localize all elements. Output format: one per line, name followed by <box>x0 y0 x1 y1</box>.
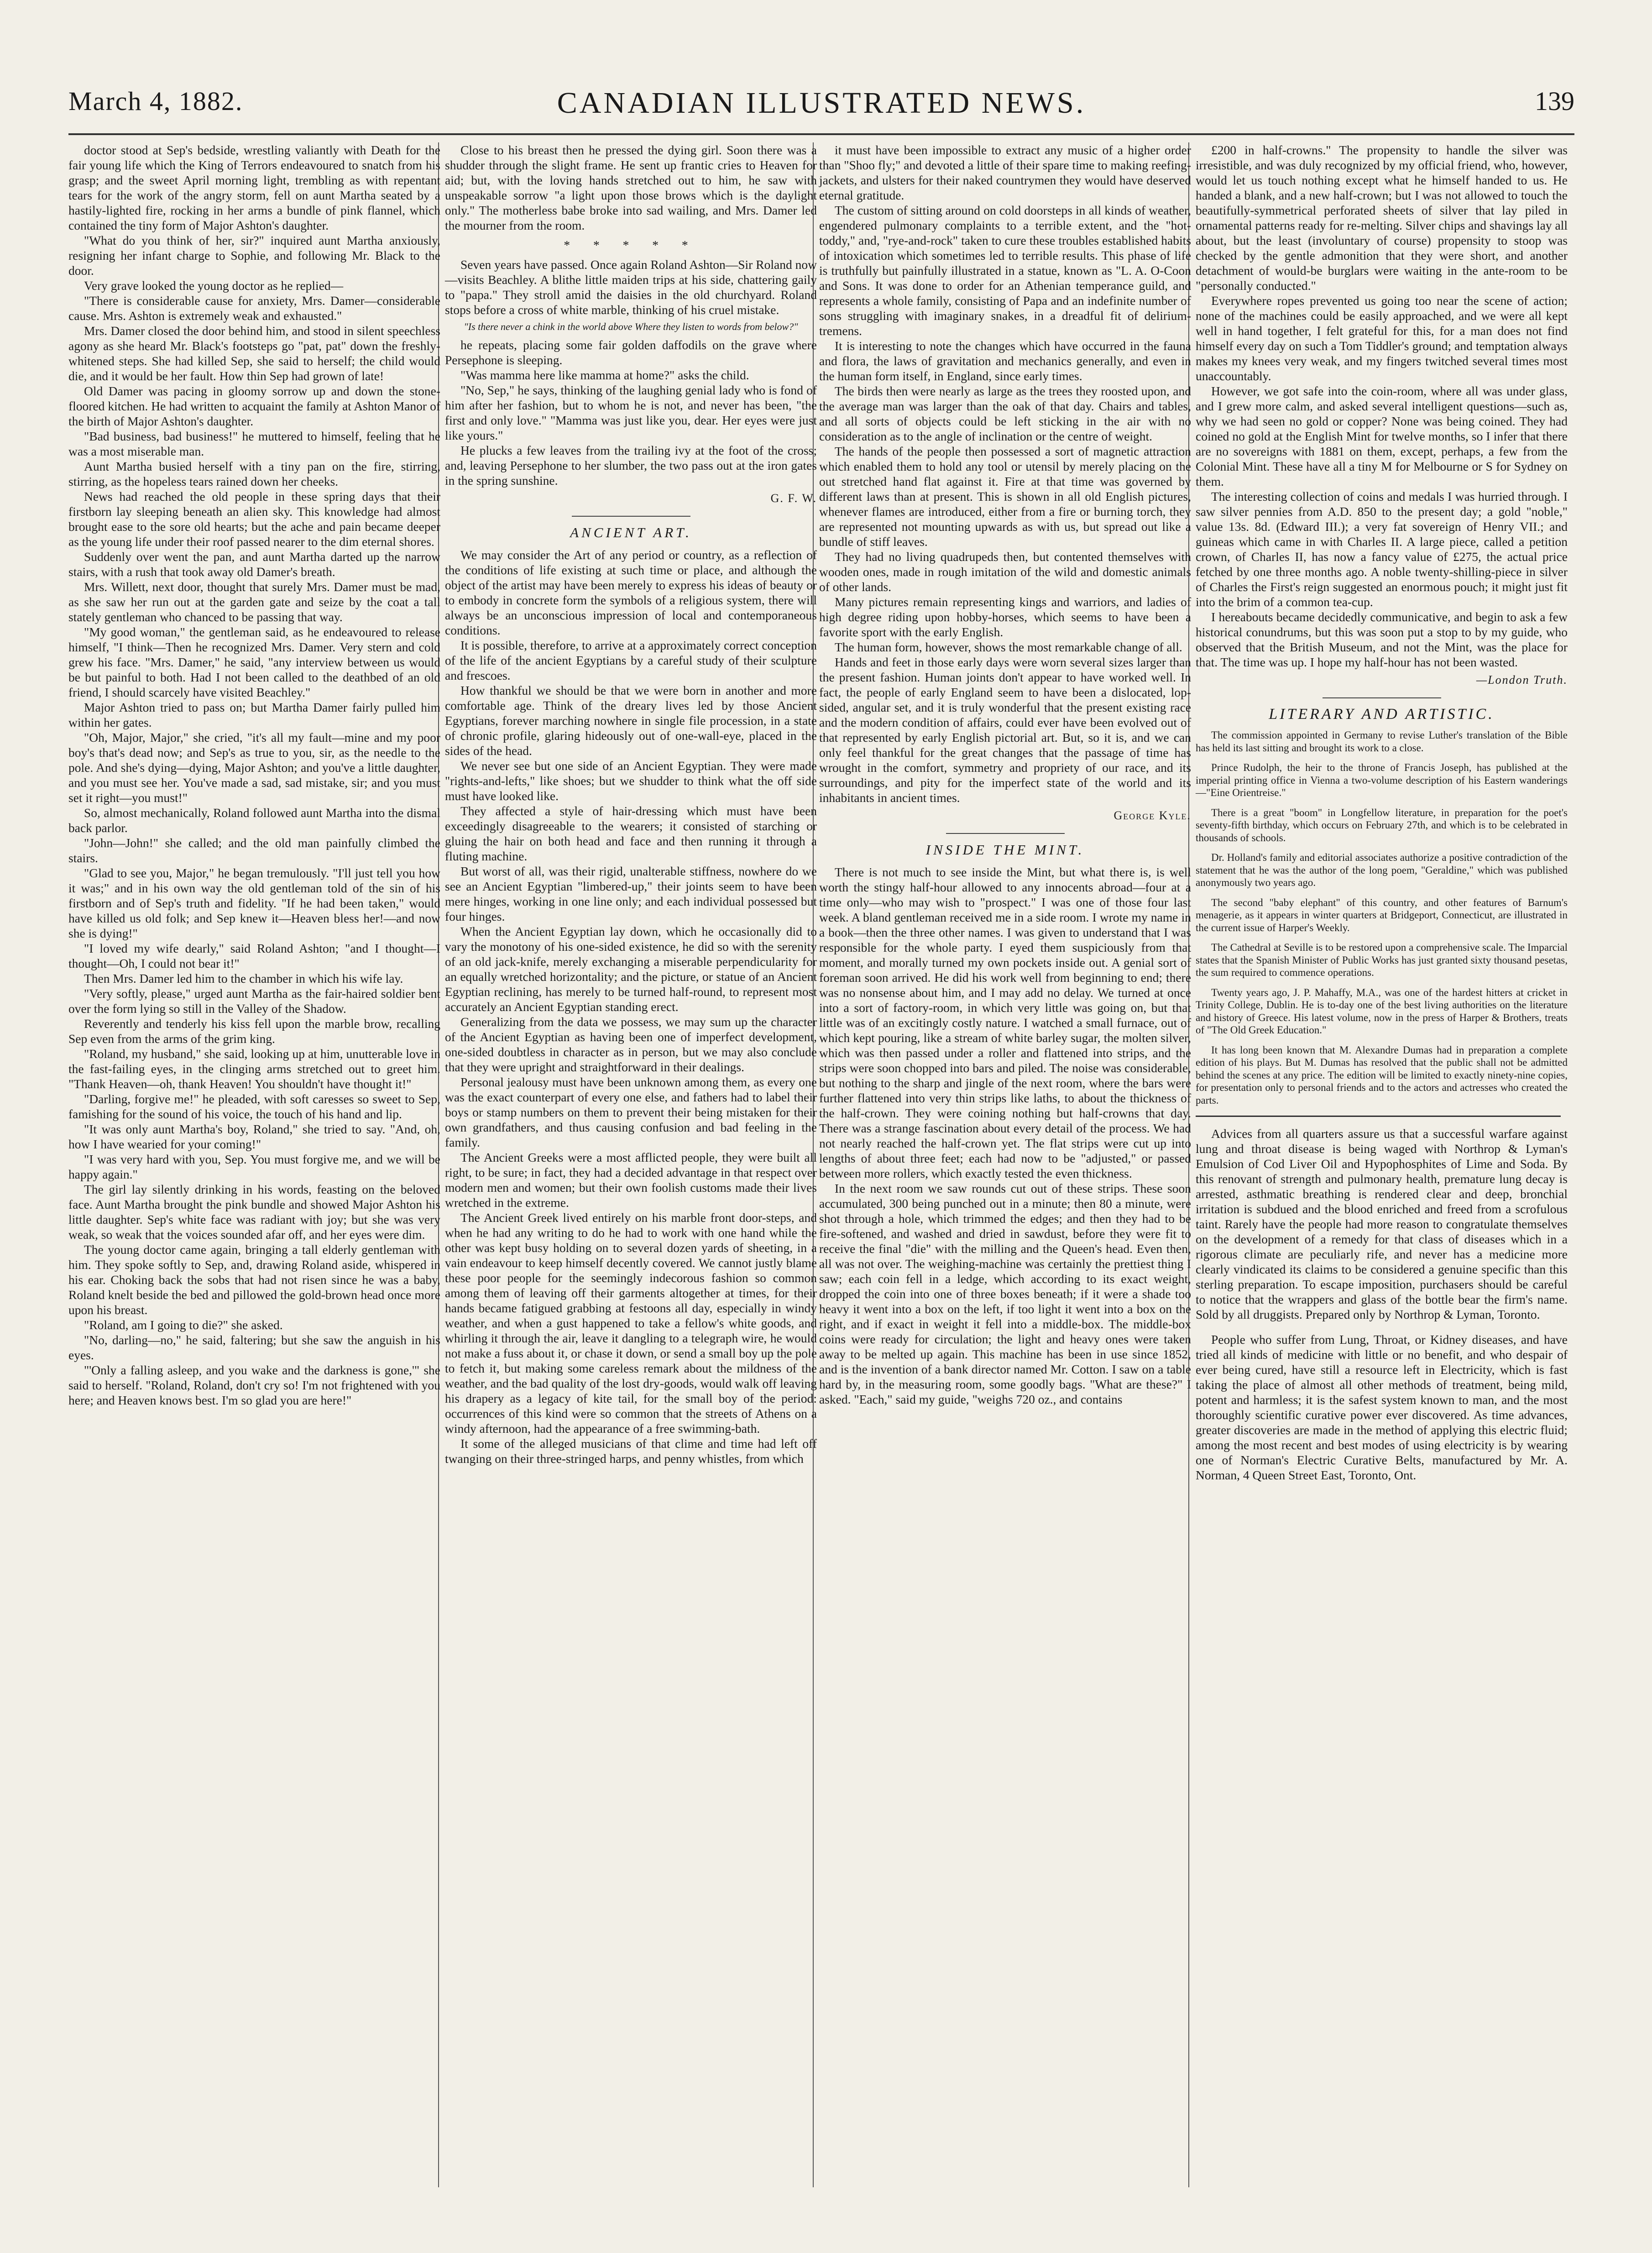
article-paragraph: Generalizing from the data we possess, we may sum up the character of the Ancient Egyptian as having been one of imperfect development, one-sided doubtless in character as in person, but we may also conclude that they were upright and straightforward in their dealings. <box>445 1015 817 1074</box>
story-paragraph: "Oh, Major, Major," she cried, "it's all my fault—mine and my poor boy's that's dead now; and Sep's as true to you, sir, as the needle to the pole. And she's dying—dying, Major Ashton; and you've a little daughter, and you must see her. You've made a sad, sad mistake, sir; and you must set it right—you must!" <box>68 730 440 805</box>
article-heading-mint: INSIDE THE MINT. <box>925 842 1085 858</box>
article-mint-continued <box>1196 142 1568 670</box>
story-conclusion <box>445 142 817 233</box>
literary-note: Twenty years ago, J. P. Mahaffy, M.A., was one of the hardest hitters at cricket in Trinity College, Dublin. He is to-day one of the best living authorities on the literature and history of Greece. His latest volume, now in the press of Harper & Brothers, treats of "The Old Greek Education." <box>1196 986 1568 1036</box>
article-paragraph: The hands of the people then possessed a sort of magnetic attraction which enabled them to hold any tool or utensil by merely placing on the out stretched hand flat against it. Fire at that time was governed by different laws than at present. This is shown in all old English pictures, whenever flames are introduced, either from a fire or burning torch, they are represented not mounting upwards as with us, but spread out like a bundle of stiff leaves. <box>819 444 1191 549</box>
article-paragraph: We may consider the Art of any period or country, as a reflection of the conditions of life existing at such time or place, and although the object of the artist may have been merely to express his ideas of beauty or to embody in concrete form the symbols of a religious system, there will always be an unconscious impression of local and contemporaneous conditions. <box>445 548 817 637</box>
story-paragraph: "Bad business, bad business!" he muttered to himself, feeling that he was a most miserable man. <box>68 429 440 458</box>
story-paragraph: Major Ashton tried to pass on; but Martha Damer fairly pulled him within her gates. <box>68 700 440 729</box>
article-ancient-art-continued <box>819 142 1191 805</box>
story-final <box>445 337 817 488</box>
article-paragraph: The Ancient Greek lived entirely on his marble front door-steps, and when he had any writing to do he had to work with one hand while the other was kept busy holding on to several dozen yards of sheeting, in a vain endeavour to keep himself decently covered. We cannot justly blame these poor people for the seemingly indecorous fashion so common among them of leaving off their garments altogether at times, for their hands became fatigued grabbing at festoons all day, especially in windy weather, and when a gust happened to take a fellow's white goods, and whirling it through the air, leave it dangling to a telegraph wire, he would not make a fuss about it, or chase it down, or send a small boy up the pole to fetch it, but making some careless remark about the mildness of the weather, and the bad quality of the lost dry-goods, would walk off leaving his drapery as a legacy of kite tail, for the small boy of the period: occurrences of this kind were so common that the streets of Athens on a windy afternoon, had the appearance of a free swimming-bath. <box>445 1210 817 1436</box>
article-paragraph: When the Ancient Egyptian lay down, which he occasionally did to vary the monotony of his one-sided existence, he did so with the serenity of an old jack-knife, merely exchanging a miserable perpendicularity for an equally wretched horizontality; and the picture, or statue of an Ancient Egyptian reclining, has merely to be turned half-round, to represent most accurately an Ancient Egyptian standing erect. <box>445 924 817 1014</box>
story-paragraph: Reverently and tenderly his kiss fell upon the marble brow, recalling Sep even from the arms of the grim king. <box>68 1016 440 1046</box>
article-ancient-art <box>445 547 817 1466</box>
article-paragraph: The interesting collection of coins and medals I was hurried through. I saw silver pennies from A.D. 850 to the present day; a gold "noble," value 13s. 8d. (Edward III.); a very fat sovereign of Henry VII.; and guineas which came in with Charles II. A large piece, called a petition crown, of Charles II, has now a fancy value of £275, the actual price fetched by one three months ago. A noble twenty-shilling-piece in silver of Charles the First's reign suggested an enormous pouch; it might just fit into the brim of a common tea-cup. <box>1196 489 1568 609</box>
literary-note: It has long been known that M. Alexandre Dumas had in preparation a complete edition of his plays. But M. Dumas has resolved that the public shall not be admitted behind the scenes at any price. The edition will be limited to exactly ninety-nine copies, for presentation only to personal friends and to the actors and actresses who created the parts. <box>1196 1044 1568 1106</box>
article-paragraph: It is possible, therefore, to arrive at a approximately correct conception of the life of the ancient Egyptians by a careful study of their sculpture and frescoes. <box>445 638 817 682</box>
story-paragraph: "Glad to see you, Major," he began tremulously. "I'll just tell you how it was;" and in his own way the old gentleman told of the sin of his firstborn and of Sep's truth and fidelity. "If he had been taken," would have killed us old folk; and Sep knew it—Heaven bless her!—and now she is dying!" <box>68 866 440 940</box>
article-paragraph: We never see but one side of an Ancient Egyptian. They were made "rights-and-lefts," like shoes; but we shudder to think what the off side must have looked like. <box>445 759 817 803</box>
story-paragraph: The young doctor came again, bringing a tall elderly gentleman with him. They spoke softly to Sep, and, drawing Roland aside, whispered in his ear. Choking back the sobs that had not risen since he was a baby, Roland knelt beside the bed and pillowed the gold-brown head once more upon his breast. <box>68 1242 440 1317</box>
story-paragraph: "Was mamma here like mamma at home?" asks the child. <box>460 368 749 382</box>
poem-quote: "Is there never a chink in the world above Where they listen to words from below?" <box>464 321 798 332</box>
section-break-stars: * * * * * <box>564 238 698 252</box>
article-paragraph: It is interesting to note the changes which have occurred in the fauna and flora, the laws of gravitation and mechanics generally, and even in the human form itself, in England, since early times. <box>819 339 1191 383</box>
column-1 <box>68 142 440 1408</box>
story-paragraph: "My good woman," the gentleman said, as he endeavoured to release himself, "I think—Then he recognized Mrs. Damer. Very stern and cold grew his face. "Mrs. Damer," he said, "any interview between us would be but painful to both. Had I not been called to the deathbed of an old friend, I should scarcely have visited Beachley." <box>68 625 440 699</box>
story-paragraph: "What do you think of her, sir?" inquired aunt Martha anxiously, resigning her infant charge to Sophie, and following Mr. Black to the door. <box>68 233 440 278</box>
article-divider <box>1323 697 1441 698</box>
story-paragraph: "Darling, forgive me!" he pleaded, with soft caresses so sweet to Sep, famishing for the sound of his voice, the touch of his hand and lip. <box>68 1092 440 1121</box>
article-paragraph: They affected a style of hair-dressing which must have been exceedingly disagreeable to the wearers; it consisted of starching or gluing the hair on both head and face and then running it through a fluting machine. <box>445 804 817 863</box>
article-paragraph: They had no living quadrupeds then, but contented themselves with wooden ones, made in rough imitation of the wild and domestic animals of other lands. <box>819 550 1191 594</box>
story-paragraph: Then Mrs. Damer led him to the chamber in which his wife lay. <box>84 971 403 985</box>
literary-note: The Cathedral at Seville is to be restored upon a comprehensive scale. The Imparcial states that the Spanish Minister of Public Works has just granted sixty thousand pesetas, the sum required to commence operations. <box>1196 942 1568 978</box>
article-divider <box>572 516 690 517</box>
article-paragraph: I hereabouts became decidedly communicative, and begin to ask a few historical conundrums, but this was soon put a stop to by my guide, who observed that the British Museum, and not the Mint, was the place for that. The time was up. I hope my half-hour has not been wasted. <box>1196 610 1568 669</box>
article-source: —London Truth. <box>1476 673 1568 686</box>
story-paragraph: Very grave looked the young doctor as he replied— <box>84 278 344 293</box>
story-paragraph: Old Damer was pacing in gloomy sorrow up and down the stone-floored kitchen. He had written to acquaint the family at Ashton Manor of the birth of Major Ashton's daughter. <box>68 384 440 428</box>
story-paragraph: "No, darling—no," he said, faltering; but she saw the anguish in his eyes. <box>68 1333 440 1362</box>
advertisement-paragraph: People who suffer from Lung, Throat, or Kidney diseases, and have tried all kinds of medicine with little or no benefit, and who despair of ever being cured, have still a resource left in Electricity, which is fast taking the place of almost all other methods of treatment, being mild, potent and harmless; it is the safest system known to man, and the most thoroughly scientific curative power ever discovered. As time advances, greater discoveries are made in the method of applying this electric fluid; among the most recent and best modes of using electricity is by wearing one of Norman's Electric Curative Belts, manufactured by Mr. A. Norman, 4 Queen Street East, Toronto, Ont. <box>1196 1332 1568 1482</box>
literary-note: Dr. Holland's family and editorial associates authorize a positive contradiction of the statement that he was the author of the long poem, "Geraldine," which was published anonymously two years ago. <box>1196 852 1568 888</box>
advertisement-paragraph: Advices from all quarters assure us that a successful warfare against lung and throat disease is being waged with Northrop & Lyman's Emulsion of Cod Liver Oil and Hypophosphites of Lime and Soda. By this renovant of strength and pulmonary health, premature lung decay is arrested, asthmatic breathing is rendered clear and deep, bronchial irritation is subdued and the blood enriched and freed from a scrofulous taint. Rarely have the people had more reason to congratulate themselves on the development of a remedy for that class of diseases which in a rigorous climate are peculiarly rife, and never has a medicine more clearly vindicated its claims to be considered a genuine specific than this sterling preparation. To escape imposition, purchasers should be careful to notice that the wrappers and glass of the bottle bear the firm's name. Sold by all druggists. Prepared only by Northrop & Lyman, Toronto. <box>1196 1126 1568 1321</box>
literary-note: The commission appointed in Germany to revise Luther's translation of the Bible has held its last sitting and brought its work to a close. <box>1196 729 1568 754</box>
article-paragraph: How thankful we should be that we were born in another and more comfortable age. Think of the dreary lives led by those Ancient Egyptians, forever marching nowhere in single file procession, in a state of chronic profile, glaring hideously out of one-wall-eye, placed in the sides of the head. <box>445 683 817 758</box>
story-paragraph: He plucks a few leaves from the trailing ivy at the foot of the cross; and, leaving Persephone to her slumber, the two pass out at the iron gates in the spring sunshine. <box>445 443 817 487</box>
literary-note: The second "baby elephant" of this country, and other features of Barnum's menagerie, as it appears in winter quarters at Bridgeport, Connecticut, are illustrated in the current issue of Harper's Weekly. <box>1196 896 1568 933</box>
article-paragraph: The custom of sitting around on cold doorsteps in all kinds of weather, engendered pulmonary complaints to a terrible extent, and the "hot-toddy," and, "rye-and-rock" taken to cure these troubles established habits of intoxication which sometimes led to terrible results. This phase of life is truthfully but painfully illustrated in a statue, known as "L. A. O-Coon and Sons. It was done to order for an Athenian temperance guild, and represents a whole family, consisting of Papa and an indefinite number of sons struggling with imaginary snakes, in a dreadful fit of delirium-tremens. <box>819 203 1191 338</box>
article-heading-ancient-art: ANCIENT ART. <box>570 524 692 540</box>
literary-note: There is a great "boom" in Longfellow literature, in preparation for the poet's seventy-fifth birthday, which occurs on February 27th, and which is to be celebrated in thousands of schools. <box>1196 807 1568 844</box>
story-paragraph: "'Only a falling asleep, and you wake and the darkness is gone,'" she said to herself. "Roland, Roland, don't cry so! I'm not frightened with you here; and Heaven knows best. I'm so glad you are here!" <box>68 1363 440 1407</box>
story-paragraph: "I loved my wife dearly," said Roland Ashton; "and I thought—I thought—Oh, I could not bear it!" <box>68 941 440 970</box>
story-paragraph: "Very softly, please," urged aunt Martha as the fair-haired soldier bent over the form lying so still in the Valley of the Shadow. <box>68 986 440 1016</box>
issue-date: March 4, 1882. <box>68 86 243 116</box>
advertisements <box>1196 1126 1568 1483</box>
story-paragraph: Aunt Martha busied herself with a tiny pan on the fire, stirring, stirring, as the hopeless tears rained down her cheeks. <box>68 459 440 488</box>
masthead <box>68 86 1574 127</box>
article-inside-the-mint <box>819 865 1191 1407</box>
column-4 <box>1196 142 1568 1493</box>
newspaper-title: CANADIAN ILLUSTRATED NEWS. <box>557 86 1086 120</box>
article-divider <box>946 833 1065 834</box>
story-paragraph: The girl lay silently drinking in his words, feasting on the beloved face. Aunt Martha brought the pink bundle and showed Major Ashton his little daughter. Sep's white face was radiant with joy; but she was very weak, so weak that the voices sounded afar off, and her eyes were dim. <box>68 1182 440 1242</box>
page-number: 139 <box>1535 86 1574 116</box>
article-signature: George Kyle. <box>1114 809 1191 822</box>
story-paragraph: "Roland, my husband," she said, looking up at him, unutterable love in the fast-failing eyes, in the clinging arms stretched out to greet him. "Thank Heaven—oh, thank Heaven! You shouldn't have thought it!" <box>68 1047 440 1091</box>
story-paragraph: "I was very hard with you, Sep. You must forgive me, and we will be happy again." <box>68 1152 440 1181</box>
article-paragraph: Many pictures remain representing kings and warriors, and ladies of high degree riding upon hobby-horses, which seems to have been a favorite sport with the early English. <box>819 595 1191 639</box>
section-rule <box>1196 1116 1561 1117</box>
story-paragraph: "No, Sep," he says, thinking of the laughing genial lady who is fond of him after her fashion, but to whom he is not, and never has been, "the first and only love." "Mamma was just like you, dear. Her eyes were just like yours." <box>445 383 817 442</box>
story-paragraph: Seven years have passed. Once again Roland Ashton—Sir Roland now—visits Beachley. A blithe little maiden trips at his side, chattering gaily to "papa." They stroll amid the daisies in the old churchyard. Roland stops before a cross of white marble, thinking of his cruel mistake. <box>445 257 817 317</box>
article-paragraph: However, we got safe into the coin-room, where all was under glass, and I grew more calm, and asked several intelligent questions—such as, why we had seen no gold or copper? None was being coined. They had coined no gold at the English Mint for twelve months, so I infer that there are no sovereigns with 1881 on them, except, perhaps, a few from the Colonial Mint. These have all a tiny M for Melbourne or S for Sydney on them. <box>1196 384 1568 488</box>
story-paragraph: Suddenly over went the pan, and aunt Martha darted up the narrow stairs, with a rush that took away old Damer's breath. <box>68 550 440 579</box>
article-paragraph: It some of the alleged musicians of that clime and time had left off twanging on their three-stringed harps, and penny whistles, from which <box>445 1436 817 1466</box>
story-epilogue <box>445 257 817 317</box>
article-paragraph: it must have been impossible to extract any music of a higher order than "Shoo fly;" and devoted a little of their spare time to making reefing-jackets, and ulsters for their naked countrymen they would have deserved eternal gratitude. <box>819 143 1191 202</box>
story-paragraph: "It was only aunt Martha's boy, Roland," she tried to say. "And, oh, how I have wearied for your coming!" <box>68 1122 440 1151</box>
story-signature: G. F. W. <box>770 492 817 505</box>
story-paragraph: he repeats, placing some fair golden daffodils on the grave where Persephone is sleeping. <box>445 338 817 367</box>
story-paragraph: News had reached the old people in these spring days that their firstborn lay sleeping beneath an alien sky. This knowledge had almost brought ease to the sore old hearts; but the ache and pain became deeper as the young life under their roof passed nearer to the dim eternal shores. <box>68 489 440 549</box>
article-paragraph: The birds then were nearly as large as the trees they roosted upon, and the average man was larger than the oak of that day. Chairs and tables, and all sorts of objects could be left sticking in the air with no consideration as to the angle of inclination or the centre of weight. <box>819 384 1191 443</box>
story-paragraph: Mrs. Damer closed the door behind him, and stood in silent speechless agony as she heard Mr. Black's footsteps go "pat, pat" down the freshly-whitened steps. She had killed Sep, she said to herself; the child would die, and it would be her fault. How thin Sep had grown of late! <box>68 324 440 383</box>
story-paragraph: Close to his breast then he pressed the dying girl. Soon there was a shudder through the slight frame. He sent up frantic cries to Heaven for aid; but, with the loving hands stretched out to him, he saw with unspeakable sorrow "a light upon those brows which is the daylight only." The motherless babe broke into sad wailing, and Mrs. Damer led the mourner from the room. <box>445 143 817 232</box>
masthead-rule <box>68 133 1574 135</box>
story-paragraph: "John—John!" she called; and the old man painfully climbed the stairs. <box>68 836 440 865</box>
story-paragraph: "There is considerable cause for anxiety, Mrs. Damer—considerable cause. Mrs. Ashton is extremely weak and exhausted." <box>68 293 440 323</box>
story-paragraph: Mrs. Willett, next door, thought that surely Mrs. Damer must be mad, as she saw her run out at the garden gate and seize by the coat a tall stately gentleman who chanced to be passing that way. <box>68 580 440 624</box>
article-paragraph: Everywhere ropes prevented us going too near the scene of action; none of the machines could be easily approached, and we were all kept well in hand together, I felt grateful for this, for a man does not find himself every day on such a Tom Tiddler's ground; and temptation always makes my knees very weak, and my fingers twitched several times most unaccountably. <box>1196 293 1568 383</box>
article-paragraph: The Ancient Greeks were a most afflicted people, they were built all right, to be sure; in fact, they had a decided advantage in that respect over modern men and women; but their own foolish customs made their lives wretched in the extreme. <box>445 1150 817 1210</box>
section-heading-literary: LITERARY AND ARTISTIC. <box>1269 706 1495 723</box>
literary-note: Prince Rudolph, the heir to the throne of Francis Joseph, has published at the imperial printing office in Vienna a two-volume description of his Eastern wanderings—"Eine Orientreise." <box>1196 762 1568 798</box>
story-paragraph: doctor stood at Sep's bedside, wrestling valiantly with Death for the fair young life which the King of Terrors endeavoured to snatch from his grasp; and the sweet April morning light, trembling as with repentant tears for the work of the angry storm, fell on aunt Martha seated by a hastily-lighted fire, rocking in her arms a bundle of pink flannel, which contained the tiny form of Major Ashton's daughter. <box>68 143 440 232</box>
column-2 <box>445 142 817 1466</box>
article-paragraph: The human form, however, shows the most remarkable change of all. <box>835 640 1182 654</box>
article-paragraph: But worst of all, was their rigid, unalterable stiffness, nowhere do we see an Ancient Egyptian "limbered-up," their joints seem to have been mere hinges, working in one line only; and each individual possessed but four hinges. <box>445 864 817 923</box>
article-paragraph: There is not much to see inside the Mint, but what there is, is well worth the stingy half-hour allowed to any innocents abroad—four at a time only—who may wish to "prospect." I was one of those four last week. A bland gentleman received me in a side room. I wrote my name in a book—then the three other names. I was given to understand that I was responsible for the whole party. I eyed them suspiciously from that moment, and morally turned my own pockets inside out. A genial sort of foreman soon arrived. He did his work well from beginning to end; there was no nonsense about him, and I may add no delay. We turned at once into a sort of factory-room, in which very little was going on, but that little was of an excitingly costly nature. I watched a small furnace, out of which kept pouring, like a stream of white barley sugar, the molten silver, which was then passed under a roller and flattened into strips, and the strips were soon chopped into bars and piled. The noise was considerable, but nothing to the sharp and jingle of the next room, where the bars were further flattened into very thin strips like laths, to about the thickness of the half-crown. They were coining nothing but half-crowns that day. There was a strange fascination about every detail of the process. We had not nearly reached the half-crown yet. The flat strips were cut up into lengths of about three feet; each had now to be "adjusted," or passed between more rollers, which exactly tested the even thickness. <box>819 865 1191 1180</box>
story-paragraph: So, almost mechanically, Roland followed aunt Martha into the dismal back parlor. <box>68 806 440 835</box>
literary-notes <box>1196 729 1568 1106</box>
article-paragraph: In the next room we saw rounds cut out of these strips. These soon accumulated, 300 being punched out in a minute; then 80 a minute, were shot through a hole, which trimmed the edges; and then they had to be fire-softened, and washed and dried in sawdust, before they were fit to receive the final "die" with the milling and the Queen's head. Even then, all was not over. The weighing-machine was certainly the prettiest thing I saw; each coin fell in a ledge, which according to its exact weight, dropped the coin into one of three boxes beneath; if it were a shade too heavy it went into a box on the left, if too light it went into a box on the right, and if exact in weight it fell into a middle-box. The middle-box coins were ready for circulation; the light and heavy ones were taken away to be melted up again. This machine has been in use since 1852, and is the invention of a bank director named Mr. Cotton. I saw on a table hard by, in the measuring room, some goodly bags. "What are these?" I asked. "Each," said my guide, "weighs 720 oz., and contains <box>819 1181 1191 1406</box>
article-paragraph: Personal jealousy must have been unknown among them, as every one was the exact counterpart of every one else, and fathers had to label their boys or stamp numbers on them to prevent their being mistaken for their own grandfathers, and thus causing confusion and bad feeling in the family. <box>445 1075 817 1149</box>
column-3 <box>819 142 1191 1407</box>
article-paragraph: £200 in half-crowns." The propensity to handle the silver was irresistible, and was duly recognized by my official friend, who, however, would let us touch nothing except what he himself handed to us. He handed a blank, and a new half-crown; but I was not allowed to touch the beautifully-symmetrical perforated sheets of silver that lay piled in ornamental patterns ready for re-melting. Silver chips and shavings lay all about, but the least (involuntary of course) propensity to stoop was checked by the gentle admonition that they were short, and another detachment of would-be burglars were waiting in the ante-room to be "personally conducted." <box>1196 143 1568 293</box>
story-paragraph: "Roland, am I going to die?" she asked. <box>84 1318 283 1332</box>
article-paragraph: Hands and feet in those early days were worn several sizes larger than the present fashion. Human joints don't appear to have worked well. In fact, the people of early England seem to have been a dislocated, lop-sided, angular set, and it is truly wonderful that the present existing race and the modern condition of affairs, could ever have been evolved out of that represented by early English pictorial art. But, so it is, and we can only feel thankful for the great changes that the passage of time has wrought in the comfort, symmetry and propriety of our race, and its surroundings, and pity for the imperfect state of the world and its inhabitants in ancient times. <box>819 655 1191 805</box>
